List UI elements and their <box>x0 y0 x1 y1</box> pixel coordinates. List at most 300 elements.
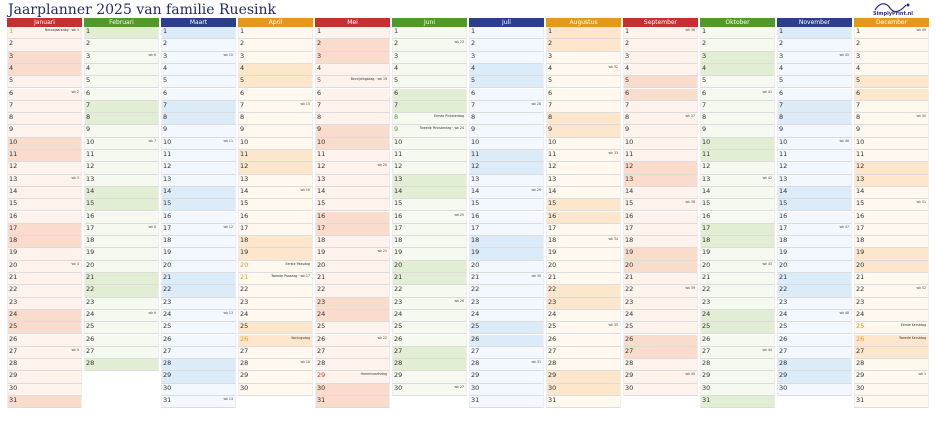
day-cell[interactable] <box>238 371 313 383</box>
day-cell[interactable] <box>7 101 82 113</box>
day-cell[interactable] <box>238 187 313 199</box>
day-cell[interactable] <box>392 212 467 224</box>
day-cell[interactable] <box>854 101 929 113</box>
day-cell[interactable] <box>469 298 544 310</box>
day-cell[interactable] <box>469 64 544 76</box>
day-cell[interactable] <box>84 101 159 113</box>
day-cell[interactable] <box>161 187 236 199</box>
day-cell[interactable] <box>315 101 390 113</box>
day-cell[interactable] <box>238 27 313 39</box>
day-cell[interactable] <box>161 310 236 322</box>
day-cell[interactable] <box>469 101 544 113</box>
day-cell[interactable] <box>777 224 852 236</box>
day-cell[interactable] <box>854 113 929 125</box>
day-cell[interactable] <box>700 39 775 51</box>
day-cell[interactable] <box>392 125 467 137</box>
day-cell[interactable] <box>392 199 467 211</box>
day-cell[interactable] <box>84 212 159 224</box>
day-cell[interactable] <box>315 285 390 297</box>
day-cell[interactable] <box>84 138 159 150</box>
day-cell[interactable] <box>777 76 852 88</box>
day-cell[interactable] <box>854 248 929 260</box>
day-cell[interactable] <box>7 89 82 101</box>
day-cell[interactable] <box>700 347 775 359</box>
day-cell[interactable] <box>623 384 698 396</box>
day-cell[interactable] <box>84 125 159 137</box>
day-cell[interactable] <box>469 150 544 162</box>
day-cell[interactable] <box>7 125 82 137</box>
day-cell[interactable] <box>161 322 236 334</box>
day-cell[interactable] <box>546 371 621 383</box>
day-cell[interactable] <box>161 138 236 150</box>
day-cell[interactable] <box>777 175 852 187</box>
day-cell[interactable] <box>546 27 621 39</box>
day-cell[interactable] <box>315 347 390 359</box>
day-cell[interactable] <box>392 236 467 248</box>
day-cell[interactable] <box>546 125 621 137</box>
day-cell[interactable] <box>469 261 544 273</box>
day-cell[interactable] <box>315 162 390 174</box>
day-cell[interactable] <box>392 359 467 371</box>
day-cell[interactable] <box>238 212 313 224</box>
day-cell[interactable] <box>854 236 929 248</box>
day-cell[interactable] <box>469 212 544 224</box>
day-cell[interactable] <box>238 236 313 248</box>
day-cell[interactable] <box>546 310 621 322</box>
day-cell[interactable] <box>161 101 236 113</box>
day-cell[interactable] <box>546 150 621 162</box>
day-cell[interactable] <box>700 52 775 64</box>
day-cell[interactable] <box>315 52 390 64</box>
day-cell[interactable] <box>238 310 313 322</box>
day-cell[interactable] <box>7 248 82 260</box>
day-cell[interactable] <box>700 76 775 88</box>
day-cell[interactable] <box>777 335 852 347</box>
day-cell[interactable] <box>392 187 467 199</box>
day-cell[interactable] <box>84 224 159 236</box>
day-cell[interactable] <box>7 371 82 383</box>
day-cell[interactable] <box>84 359 159 371</box>
day-cell[interactable] <box>854 187 929 199</box>
day-cell[interactable] <box>7 212 82 224</box>
day-cell[interactable] <box>777 113 852 125</box>
day-cell[interactable] <box>84 113 159 125</box>
day-cell[interactable] <box>854 76 929 88</box>
day-cell[interactable] <box>392 384 467 396</box>
day-cell[interactable] <box>7 187 82 199</box>
day-cell[interactable] <box>161 76 236 88</box>
day-cell[interactable] <box>84 310 159 322</box>
day-cell[interactable] <box>623 261 698 273</box>
day-cell[interactable] <box>700 285 775 297</box>
day-cell[interactable] <box>546 273 621 285</box>
day-cell[interactable] <box>777 39 852 51</box>
day-cell[interactable] <box>315 384 390 396</box>
day-cell[interactable] <box>469 273 544 285</box>
day-cell[interactable] <box>469 39 544 51</box>
day-cell[interactable] <box>238 347 313 359</box>
day-cell[interactable] <box>546 76 621 88</box>
day-cell[interactable] <box>315 310 390 322</box>
day-cell[interactable] <box>700 175 775 187</box>
day-cell[interactable] <box>854 52 929 64</box>
day-cell[interactable] <box>623 76 698 88</box>
day-cell[interactable] <box>777 138 852 150</box>
day-cell[interactable] <box>623 150 698 162</box>
day-cell[interactable] <box>238 39 313 51</box>
day-cell[interactable] <box>623 347 698 359</box>
day-cell[interactable] <box>315 76 390 88</box>
day-cell[interactable] <box>854 261 929 273</box>
day-cell[interactable] <box>700 138 775 150</box>
day-cell[interactable] <box>238 64 313 76</box>
day-cell[interactable] <box>700 113 775 125</box>
day-cell[interactable] <box>7 335 82 347</box>
day-cell[interactable] <box>161 150 236 162</box>
day-cell[interactable] <box>777 187 852 199</box>
day-cell[interactable] <box>623 64 698 76</box>
day-cell[interactable] <box>238 322 313 334</box>
day-cell[interactable] <box>546 162 621 174</box>
day-cell[interactable] <box>7 273 82 285</box>
day-cell[interactable] <box>777 347 852 359</box>
day-cell[interactable] <box>7 52 82 64</box>
day-cell[interactable] <box>777 150 852 162</box>
day-cell[interactable] <box>315 138 390 150</box>
day-cell[interactable] <box>161 113 236 125</box>
day-cell[interactable] <box>700 64 775 76</box>
day-cell[interactable] <box>469 89 544 101</box>
day-cell[interactable] <box>238 248 313 260</box>
day-cell[interactable] <box>546 236 621 248</box>
day-cell[interactable] <box>84 298 159 310</box>
day-cell[interactable] <box>854 162 929 174</box>
day-cell[interactable] <box>238 335 313 347</box>
day-cell[interactable] <box>546 89 621 101</box>
day-cell[interactable] <box>7 261 82 273</box>
day-cell[interactable] <box>161 89 236 101</box>
day-cell[interactable] <box>623 248 698 260</box>
day-cell[interactable] <box>392 89 467 101</box>
day-cell[interactable] <box>854 384 929 396</box>
day-cell[interactable] <box>623 359 698 371</box>
day-cell[interactable] <box>161 175 236 187</box>
day-cell[interactable] <box>700 199 775 211</box>
day-cell[interactable] <box>700 298 775 310</box>
day-cell[interactable] <box>546 64 621 76</box>
day-cell[interactable] <box>700 212 775 224</box>
day-cell[interactable] <box>315 335 390 347</box>
day-cell[interactable] <box>392 310 467 322</box>
day-cell[interactable] <box>854 224 929 236</box>
day-cell[interactable] <box>469 113 544 125</box>
day-cell[interactable] <box>777 236 852 248</box>
day-cell[interactable] <box>7 199 82 211</box>
day-cell[interactable] <box>777 298 852 310</box>
day-cell[interactable] <box>315 248 390 260</box>
day-cell[interactable] <box>700 236 775 248</box>
day-cell[interactable] <box>623 298 698 310</box>
day-cell[interactable] <box>700 359 775 371</box>
day-cell[interactable] <box>777 212 852 224</box>
day-cell[interactable] <box>469 162 544 174</box>
day-cell[interactable] <box>161 384 236 396</box>
day-cell[interactable] <box>546 101 621 113</box>
day-cell[interactable] <box>854 371 929 383</box>
day-cell[interactable] <box>777 384 852 396</box>
day-cell[interactable] <box>161 199 236 211</box>
day-cell[interactable] <box>546 285 621 297</box>
day-cell[interactable] <box>7 224 82 236</box>
day-cell[interactable] <box>546 347 621 359</box>
day-cell[interactable] <box>700 162 775 174</box>
day-cell[interactable] <box>392 150 467 162</box>
day-cell[interactable] <box>161 248 236 260</box>
day-cell[interactable] <box>623 162 698 174</box>
day-cell[interactable] <box>777 199 852 211</box>
day-cell[interactable] <box>700 224 775 236</box>
day-cell[interactable] <box>161 347 236 359</box>
day-cell[interactable] <box>392 76 467 88</box>
day-cell[interactable] <box>854 212 929 224</box>
day-cell[interactable] <box>392 138 467 150</box>
day-cell[interactable] <box>777 273 852 285</box>
day-cell[interactable] <box>546 396 621 408</box>
day-cell[interactable] <box>84 89 159 101</box>
day-cell[interactable] <box>238 285 313 297</box>
day-cell[interactable] <box>315 359 390 371</box>
day-cell[interactable] <box>854 27 929 39</box>
day-cell[interactable] <box>161 64 236 76</box>
day-cell[interactable] <box>700 371 775 383</box>
day-cell[interactable] <box>469 187 544 199</box>
day-cell[interactable] <box>7 162 82 174</box>
day-cell[interactable] <box>623 236 698 248</box>
day-cell[interactable] <box>392 39 467 51</box>
day-cell[interactable] <box>854 138 929 150</box>
day-cell[interactable] <box>546 335 621 347</box>
day-cell[interactable] <box>854 335 929 347</box>
day-cell[interactable] <box>700 150 775 162</box>
day-cell[interactable] <box>469 335 544 347</box>
day-cell[interactable] <box>161 27 236 39</box>
day-cell[interactable] <box>315 89 390 101</box>
day-cell[interactable] <box>700 187 775 199</box>
day-cell[interactable] <box>84 39 159 51</box>
day-cell[interactable] <box>84 52 159 64</box>
day-cell[interactable] <box>546 212 621 224</box>
day-cell[interactable] <box>469 236 544 248</box>
day-cell[interactable] <box>623 175 698 187</box>
day-cell[interactable] <box>161 335 236 347</box>
day-cell[interactable] <box>392 101 467 113</box>
day-cell[interactable] <box>854 298 929 310</box>
day-cell[interactable] <box>7 76 82 88</box>
day-cell[interactable] <box>392 162 467 174</box>
day-cell[interactable] <box>315 187 390 199</box>
day-cell[interactable] <box>84 285 159 297</box>
day-cell[interactable] <box>7 39 82 51</box>
day-cell[interactable] <box>315 64 390 76</box>
day-cell[interactable] <box>238 224 313 236</box>
day-cell[interactable] <box>238 384 313 396</box>
day-cell[interactable] <box>546 138 621 150</box>
day-cell[interactable] <box>238 199 313 211</box>
day-cell[interactable] <box>392 371 467 383</box>
day-cell[interactable] <box>623 101 698 113</box>
day-cell[interactable] <box>7 175 82 187</box>
day-cell[interactable] <box>161 162 236 174</box>
day-cell[interactable] <box>392 27 467 39</box>
day-cell[interactable] <box>238 76 313 88</box>
day-cell[interactable] <box>392 224 467 236</box>
day-cell[interactable] <box>161 371 236 383</box>
day-cell[interactable] <box>238 261 313 273</box>
day-cell[interactable] <box>315 371 390 383</box>
day-cell[interactable] <box>700 335 775 347</box>
day-cell[interactable] <box>84 162 159 174</box>
day-cell[interactable] <box>623 310 698 322</box>
day-cell[interactable] <box>7 322 82 334</box>
day-cell[interactable] <box>854 150 929 162</box>
day-cell[interactable] <box>623 125 698 137</box>
day-cell[interactable] <box>161 285 236 297</box>
day-cell[interactable] <box>315 224 390 236</box>
day-cell[interactable] <box>238 113 313 125</box>
day-cell[interactable] <box>315 125 390 137</box>
day-cell[interactable] <box>161 236 236 248</box>
day-cell[interactable] <box>238 298 313 310</box>
day-cell[interactable] <box>623 335 698 347</box>
day-cell[interactable] <box>84 27 159 39</box>
day-cell[interactable] <box>315 113 390 125</box>
day-cell[interactable] <box>7 396 82 408</box>
day-cell[interactable] <box>546 261 621 273</box>
day-cell[interactable] <box>84 175 159 187</box>
day-cell[interactable] <box>161 261 236 273</box>
day-cell[interactable] <box>854 310 929 322</box>
day-cell[interactable] <box>7 310 82 322</box>
day-cell[interactable] <box>238 138 313 150</box>
day-cell[interactable] <box>315 298 390 310</box>
day-cell[interactable] <box>854 322 929 334</box>
day-cell[interactable] <box>238 162 313 174</box>
day-cell[interactable] <box>84 261 159 273</box>
day-cell[interactable] <box>392 285 467 297</box>
day-cell[interactable] <box>854 199 929 211</box>
day-cell[interactable] <box>392 261 467 273</box>
day-cell[interactable] <box>623 199 698 211</box>
day-cell[interactable] <box>315 396 390 408</box>
day-cell[interactable] <box>84 335 159 347</box>
day-cell[interactable] <box>315 150 390 162</box>
day-cell[interactable] <box>7 138 82 150</box>
day-cell[interactable] <box>546 199 621 211</box>
day-cell[interactable] <box>7 236 82 248</box>
day-cell[interactable] <box>469 359 544 371</box>
day-cell[interactable] <box>84 187 159 199</box>
day-cell[interactable] <box>777 125 852 137</box>
day-cell[interactable] <box>7 347 82 359</box>
day-cell[interactable] <box>623 212 698 224</box>
day-cell[interactable] <box>7 64 82 76</box>
day-cell[interactable] <box>777 64 852 76</box>
day-cell[interactable] <box>777 162 852 174</box>
day-cell[interactable] <box>700 261 775 273</box>
day-cell[interactable] <box>854 396 929 408</box>
day-cell[interactable] <box>623 89 698 101</box>
day-cell[interactable] <box>700 89 775 101</box>
day-cell[interactable] <box>161 224 236 236</box>
day-cell[interactable] <box>700 27 775 39</box>
day-cell[interactable] <box>7 285 82 297</box>
day-cell[interactable] <box>623 113 698 125</box>
day-cell[interactable] <box>84 273 159 285</box>
day-cell[interactable] <box>161 52 236 64</box>
day-cell[interactable] <box>238 125 313 137</box>
day-cell[interactable] <box>238 150 313 162</box>
day-cell[interactable] <box>161 273 236 285</box>
day-cell[interactable] <box>469 310 544 322</box>
day-cell[interactable] <box>392 298 467 310</box>
day-cell[interactable] <box>392 322 467 334</box>
day-cell[interactable] <box>392 64 467 76</box>
day-cell[interactable] <box>623 371 698 383</box>
day-cell[interactable] <box>777 101 852 113</box>
day-cell[interactable] <box>700 396 775 408</box>
day-cell[interactable] <box>854 285 929 297</box>
day-cell[interactable] <box>469 76 544 88</box>
day-cell[interactable] <box>700 125 775 137</box>
day-cell[interactable] <box>469 224 544 236</box>
day-cell[interactable] <box>315 212 390 224</box>
day-cell[interactable] <box>238 175 313 187</box>
day-cell[interactable] <box>546 384 621 396</box>
day-cell[interactable] <box>546 359 621 371</box>
day-cell[interactable] <box>469 138 544 150</box>
day-cell[interactable] <box>469 52 544 64</box>
day-cell[interactable] <box>854 64 929 76</box>
day-cell[interactable] <box>777 359 852 371</box>
day-cell[interactable] <box>623 138 698 150</box>
day-cell[interactable] <box>84 64 159 76</box>
day-cell[interactable] <box>623 27 698 39</box>
day-cell[interactable] <box>854 89 929 101</box>
day-cell[interactable] <box>777 261 852 273</box>
day-cell[interactable] <box>84 236 159 248</box>
day-cell[interactable] <box>161 212 236 224</box>
day-cell[interactable] <box>315 199 390 211</box>
day-cell[interactable] <box>700 248 775 260</box>
day-cell[interactable] <box>700 384 775 396</box>
day-cell[interactable] <box>854 273 929 285</box>
day-cell[interactable] <box>469 125 544 137</box>
day-cell[interactable] <box>161 39 236 51</box>
day-cell[interactable] <box>84 322 159 334</box>
day-cell[interactable] <box>700 101 775 113</box>
day-cell[interactable] <box>469 396 544 408</box>
day-cell[interactable] <box>700 310 775 322</box>
day-cell[interactable] <box>469 347 544 359</box>
day-cell[interactable] <box>546 298 621 310</box>
day-cell[interactable] <box>623 187 698 199</box>
day-cell[interactable] <box>161 359 236 371</box>
day-cell[interactable] <box>546 187 621 199</box>
day-cell[interactable] <box>315 236 390 248</box>
day-cell[interactable] <box>777 285 852 297</box>
day-cell[interactable] <box>315 175 390 187</box>
day-cell[interactable] <box>777 310 852 322</box>
